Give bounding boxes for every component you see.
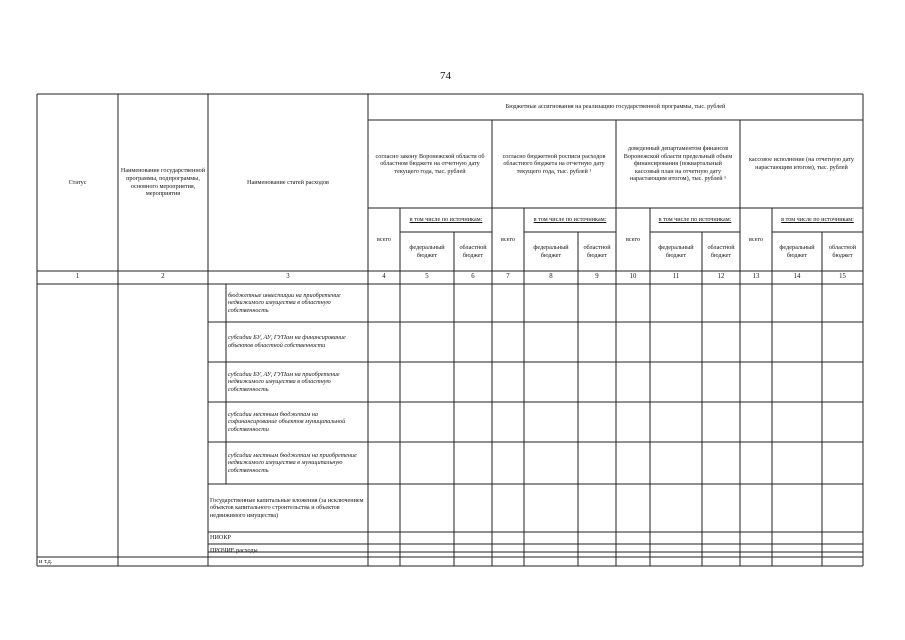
row-label-capital-investments: Государственные капитальные вложения (за исключением объектов капитального строительства и объектов недвижимого имущества) <box>210 496 364 519</box>
column-number-12: 12 <box>717 273 725 281</box>
subheader-by-sources-2: в том числе по источникам: <box>533 216 607 224</box>
column-number-1: 1 <box>75 273 80 281</box>
row-label-niokr: НИОКР <box>210 534 231 542</box>
subheader-regional-4: областной бюджет <box>828 243 857 259</box>
row-label-investments: бюджетные инвестиции на приобретение недвижимого имущества в областную собственность <box>228 291 341 314</box>
column-number-2: 2 <box>161 273 165 281</box>
subheader-federal-2: федеральный бюджет <box>533 243 569 259</box>
group-header-rospis: согласно бюджетной росписи расходов областного бюджета на отчетную дату текущего года, тыс. рублей ¹ <box>502 152 606 175</box>
subheader-total-3: всего <box>626 235 640 243</box>
subheader-total-2: всего <box>501 235 515 243</box>
subheader-by-sources-1: в том числе по источникам: <box>409 216 483 224</box>
group-header-limit: доведенный департаментом финансов Воронежской области предельный объем финансирования (поквартальный кассовый план на отчетную дату нарастающим итогом), тыс. рублей ¹ <box>623 145 733 183</box>
column-number-11: 11 <box>672 273 680 281</box>
column-number-5: 5 <box>425 273 429 281</box>
subheader-total-1: всего <box>377 235 391 243</box>
column-number-6: 6 <box>471 273 475 281</box>
subheader-regional-2: областной бюджет <box>583 243 611 259</box>
row-label-other: ПРОЧИЕ расходы <box>210 546 258 554</box>
subheader-regional-3: областной бюджет <box>707 243 735 259</box>
row-label-local-cofinancing: субсидии местным бюджетам на софинансирование объектов муниципальной собственности <box>228 410 346 433</box>
column-number-14: 14 <box>793 273 801 281</box>
header-budget-allocations: Бюджетные ассигнования на реализацию государственной программы, тыс. рублей <box>505 103 726 111</box>
subheader-by-sources-3: в том числе по источникам: <box>658 216 732 224</box>
group-header-law: согласно закону Воронежской области об областном бюджете на отчетную дату текущего года, тыс. рублей <box>375 152 485 175</box>
column-number-8: 8 <box>549 273 553 281</box>
row-label-subsidies-property: субсидии БУ, АУ, ГУПам на приобретение недвижимого имущества в областную собственность <box>228 370 340 393</box>
row-label-subsidies-objects: субсидии БУ, АУ, ГУПам на финансирование объектов областной собственности <box>228 334 346 349</box>
column-number-9: 9 <box>595 273 599 281</box>
subheader-federal-3: федеральный бюджет <box>658 243 694 259</box>
column-number-15: 15 <box>839 273 846 281</box>
page-number: 74 <box>440 70 451 82</box>
row-label-local-property: субсидии местным бюджетам на приобретение недвижимого имущества в муниципальную собственность <box>228 451 357 474</box>
group-header-cash: кассовое исполнение (на отчетную дату нарастающим итогом), тыс. рублей <box>749 156 854 171</box>
header-expense-items: Наименование статей расходов <box>247 178 329 186</box>
column-number-13: 13 <box>752 273 760 281</box>
header-program-name: Наименование государственной программы, подпрограммы, основного мероприятия, мероприятия <box>120 167 206 198</box>
header-status: Статус <box>68 178 87 186</box>
column-number-7: 7 <box>506 273 510 281</box>
subheader-total-4: всего <box>749 235 763 243</box>
footer-etc: и т.д. <box>39 557 53 565</box>
subheader-regional-1: областной бюджет <box>459 243 487 259</box>
subheader-federal-1: федеральный бюджет <box>409 243 445 259</box>
column-number-3: 3 <box>286 273 290 281</box>
column-number-4: 4 <box>382 273 386 281</box>
subheader-by-sources-4: в том числе по источникам: <box>781 216 854 224</box>
subheader-federal-4: федеральный бюджет <box>779 243 815 259</box>
column-number-10: 10 <box>629 273 637 281</box>
